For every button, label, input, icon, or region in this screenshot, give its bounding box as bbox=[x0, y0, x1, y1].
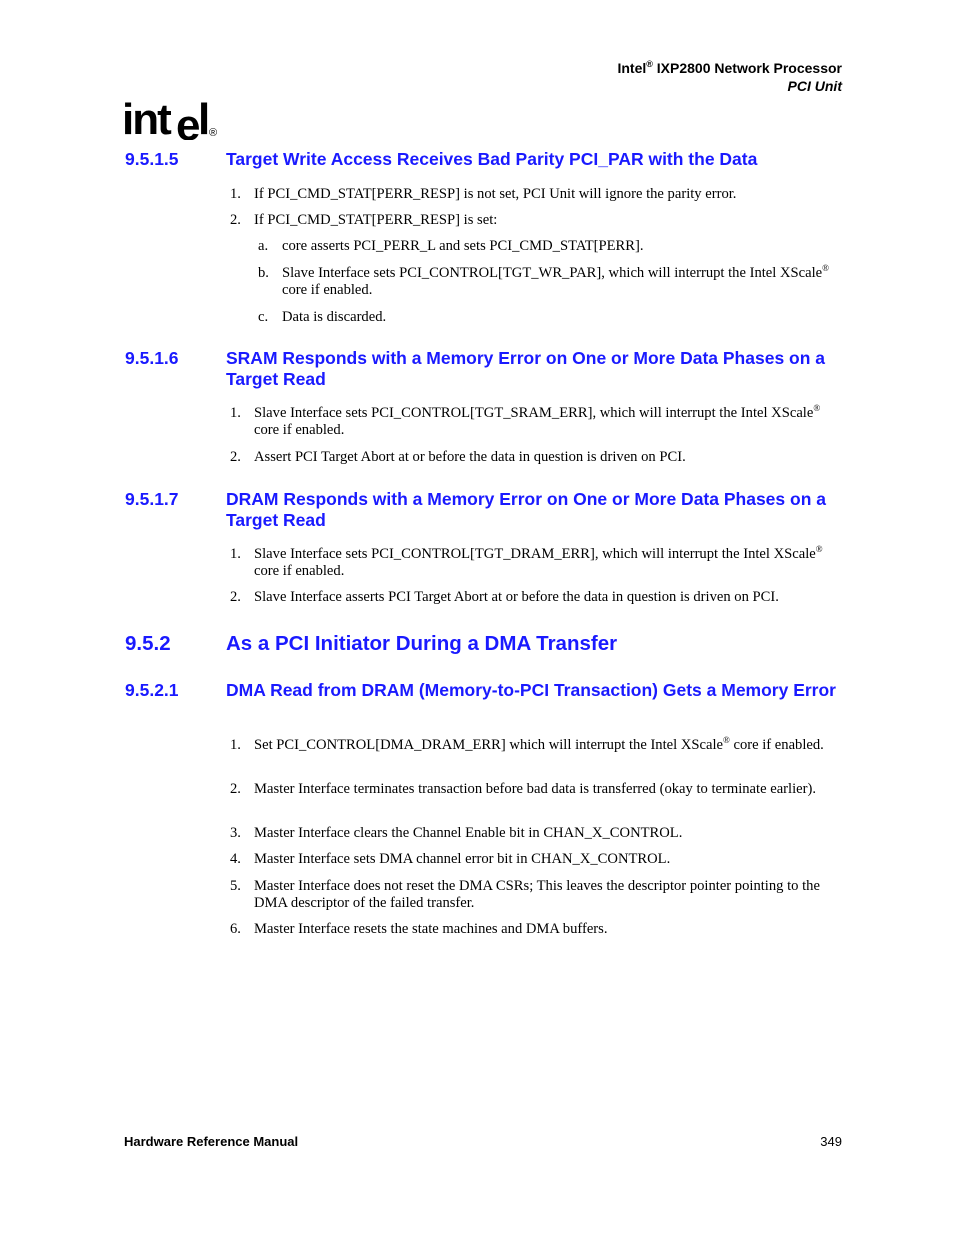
list-text-part: core if enabled. bbox=[254, 422, 345, 438]
list-text: If PCI_CMD_STAT[PERR_RESP] is set: bbox=[254, 212, 498, 228]
list-marker: 2. bbox=[230, 781, 241, 797]
logo-text-int: int bbox=[122, 95, 170, 140]
list-marker: c. bbox=[258, 309, 269, 325]
list-text bbox=[282, 265, 842, 299]
registered-mark: ® bbox=[813, 403, 821, 413]
list-text-part: core if enabled. bbox=[282, 282, 373, 298]
registered-mark: ® bbox=[722, 735, 730, 745]
sub-list-item bbox=[258, 309, 842, 326]
list-item bbox=[230, 405, 842, 439]
list-marker: 1. bbox=[230, 186, 241, 202]
section-number: 9.5.1.6 bbox=[125, 348, 179, 368]
list-text: Master Interface terminates transaction before bad data is transferred (okay to terminate earlier). bbox=[254, 781, 816, 797]
section-title: As a PCI Initiator During a DMA Transfer bbox=[226, 632, 618, 655]
registered-mark: ® bbox=[646, 59, 653, 69]
list-text: Master Interface resets the state machines and DMA buffers. bbox=[254, 921, 608, 937]
list-marker: 2. bbox=[230, 212, 241, 228]
list-marker: 2. bbox=[230, 449, 241, 465]
list-text: Data is discarded. bbox=[282, 309, 387, 325]
list-marker: 4. bbox=[230, 851, 241, 867]
product-suffix: IXP2800 Network Processor bbox=[652, 60, 842, 76]
list-text: Master Interface does not reset the DMA CSRs; This leaves the descriptor pointer pointing to the DMA descriptor of the failed transfer. bbox=[254, 878, 820, 911]
section-title: DRAM Responds with a Memory Error on One or More Data Phases on a Target Read bbox=[226, 489, 826, 530]
sub-list-item bbox=[258, 265, 842, 299]
list-marker: 1. bbox=[230, 546, 241, 562]
list-item bbox=[230, 589, 842, 606]
list-item bbox=[230, 449, 842, 466]
section-heading-9-5-2-1 bbox=[125, 680, 845, 701]
list-text bbox=[254, 737, 842, 754]
list-text-part: Slave Interface sets PCI_CONTROL[TGT_WR_PAR], which will interrupt the Intel XScale bbox=[282, 265, 823, 281]
section-heading-9-5-1-5 bbox=[125, 149, 845, 170]
footer-page-number: 349 bbox=[820, 1134, 842, 1149]
list-text: Assert PCI Target Abort at or before the data in question is driven on PCI. bbox=[254, 449, 686, 465]
list-item bbox=[230, 212, 842, 229]
list-text: core asserts PCI_PERR_L and sets PCI_CMD_STAT[PERR]. bbox=[282, 238, 644, 254]
list-text-part: core if enabled. bbox=[729, 737, 824, 753]
section-number: 9.5.2 bbox=[125, 632, 171, 655]
product-prefix: Intel bbox=[617, 60, 647, 76]
logo-text-e: e bbox=[176, 101, 201, 140]
running-header-section: PCI Unit bbox=[787, 78, 842, 94]
list-text: Master Interface clears the Channel Enable bit in CHAN_X_CONTROL. bbox=[254, 825, 683, 841]
list-marker: 5. bbox=[230, 878, 241, 894]
logo-registered-mark: ® bbox=[209, 127, 218, 139]
list-text bbox=[254, 546, 842, 580]
section-number: 9.5.1.5 bbox=[125, 149, 179, 169]
list-marker: a. bbox=[258, 238, 269, 254]
list-item bbox=[230, 546, 842, 580]
list-text: If PCI_CMD_STAT[PERR_RESP] is not set, PCI Unit will ignore the parity error. bbox=[254, 186, 737, 202]
section-heading-9-5-1-6 bbox=[125, 348, 845, 390]
list-text-part: Slave Interface sets PCI_CONTROL[TGT_DRAM_ERR], which will interrupt the Intel XScale bbox=[254, 546, 816, 562]
logo-text-l: l bbox=[198, 95, 211, 140]
list-item bbox=[230, 186, 842, 203]
footer-manual-title: Hardware Reference Manual bbox=[124, 1134, 299, 1149]
list-marker: b. bbox=[258, 265, 269, 281]
intel-logo bbox=[122, 92, 222, 140]
list-text-part: core if enabled. bbox=[254, 563, 345, 579]
section-title: Target Write Access Receives Bad Parity PCI_PAR with the Data bbox=[226, 149, 758, 169]
list-item bbox=[230, 878, 842, 912]
list-marker: 6. bbox=[230, 921, 241, 937]
list-text-part: Set PCI_CONTROL[DMA_DRAM_ERR] which will interrupt the Intel XScale bbox=[254, 737, 723, 753]
section-number: 9.5.2.1 bbox=[125, 680, 179, 700]
section-number: 9.5.1.7 bbox=[125, 489, 179, 509]
list-item bbox=[230, 825, 842, 842]
registered-mark: ® bbox=[822, 263, 829, 273]
section-heading-9-5-1-7 bbox=[125, 489, 845, 531]
running-header-product bbox=[617, 60, 842, 76]
list-item bbox=[230, 781, 842, 798]
list-text bbox=[254, 405, 842, 439]
list-item bbox=[230, 851, 842, 868]
sub-list-item bbox=[258, 238, 842, 255]
section-title: SRAM Responds with a Memory Error on One or More Data Phases on a Target Read bbox=[226, 348, 826, 389]
list-marker: 3. bbox=[230, 825, 241, 841]
list-marker: 2. bbox=[230, 589, 241, 605]
list-marker: 1. bbox=[230, 405, 241, 421]
list-text: Master Interface sets DMA channel error bit in CHAN_X_CONTROL. bbox=[254, 851, 671, 867]
section-title: DMA Read from DRAM (Memory-to-PCI Transaction) Gets a Memory Error bbox=[226, 680, 836, 700]
list-text: Slave Interface asserts PCI Target Abort at or before the data in question is driven on PCI. bbox=[254, 589, 779, 605]
list-item bbox=[230, 737, 842, 754]
list-marker: 1. bbox=[230, 737, 241, 753]
registered-mark: ® bbox=[815, 544, 823, 554]
section-heading-9-5-2 bbox=[125, 632, 845, 656]
list-text-part: Slave Interface sets PCI_CONTROL[TGT_SRAM_ERR], which will interrupt the Intel XScale bbox=[254, 405, 814, 421]
list-item bbox=[230, 921, 842, 938]
